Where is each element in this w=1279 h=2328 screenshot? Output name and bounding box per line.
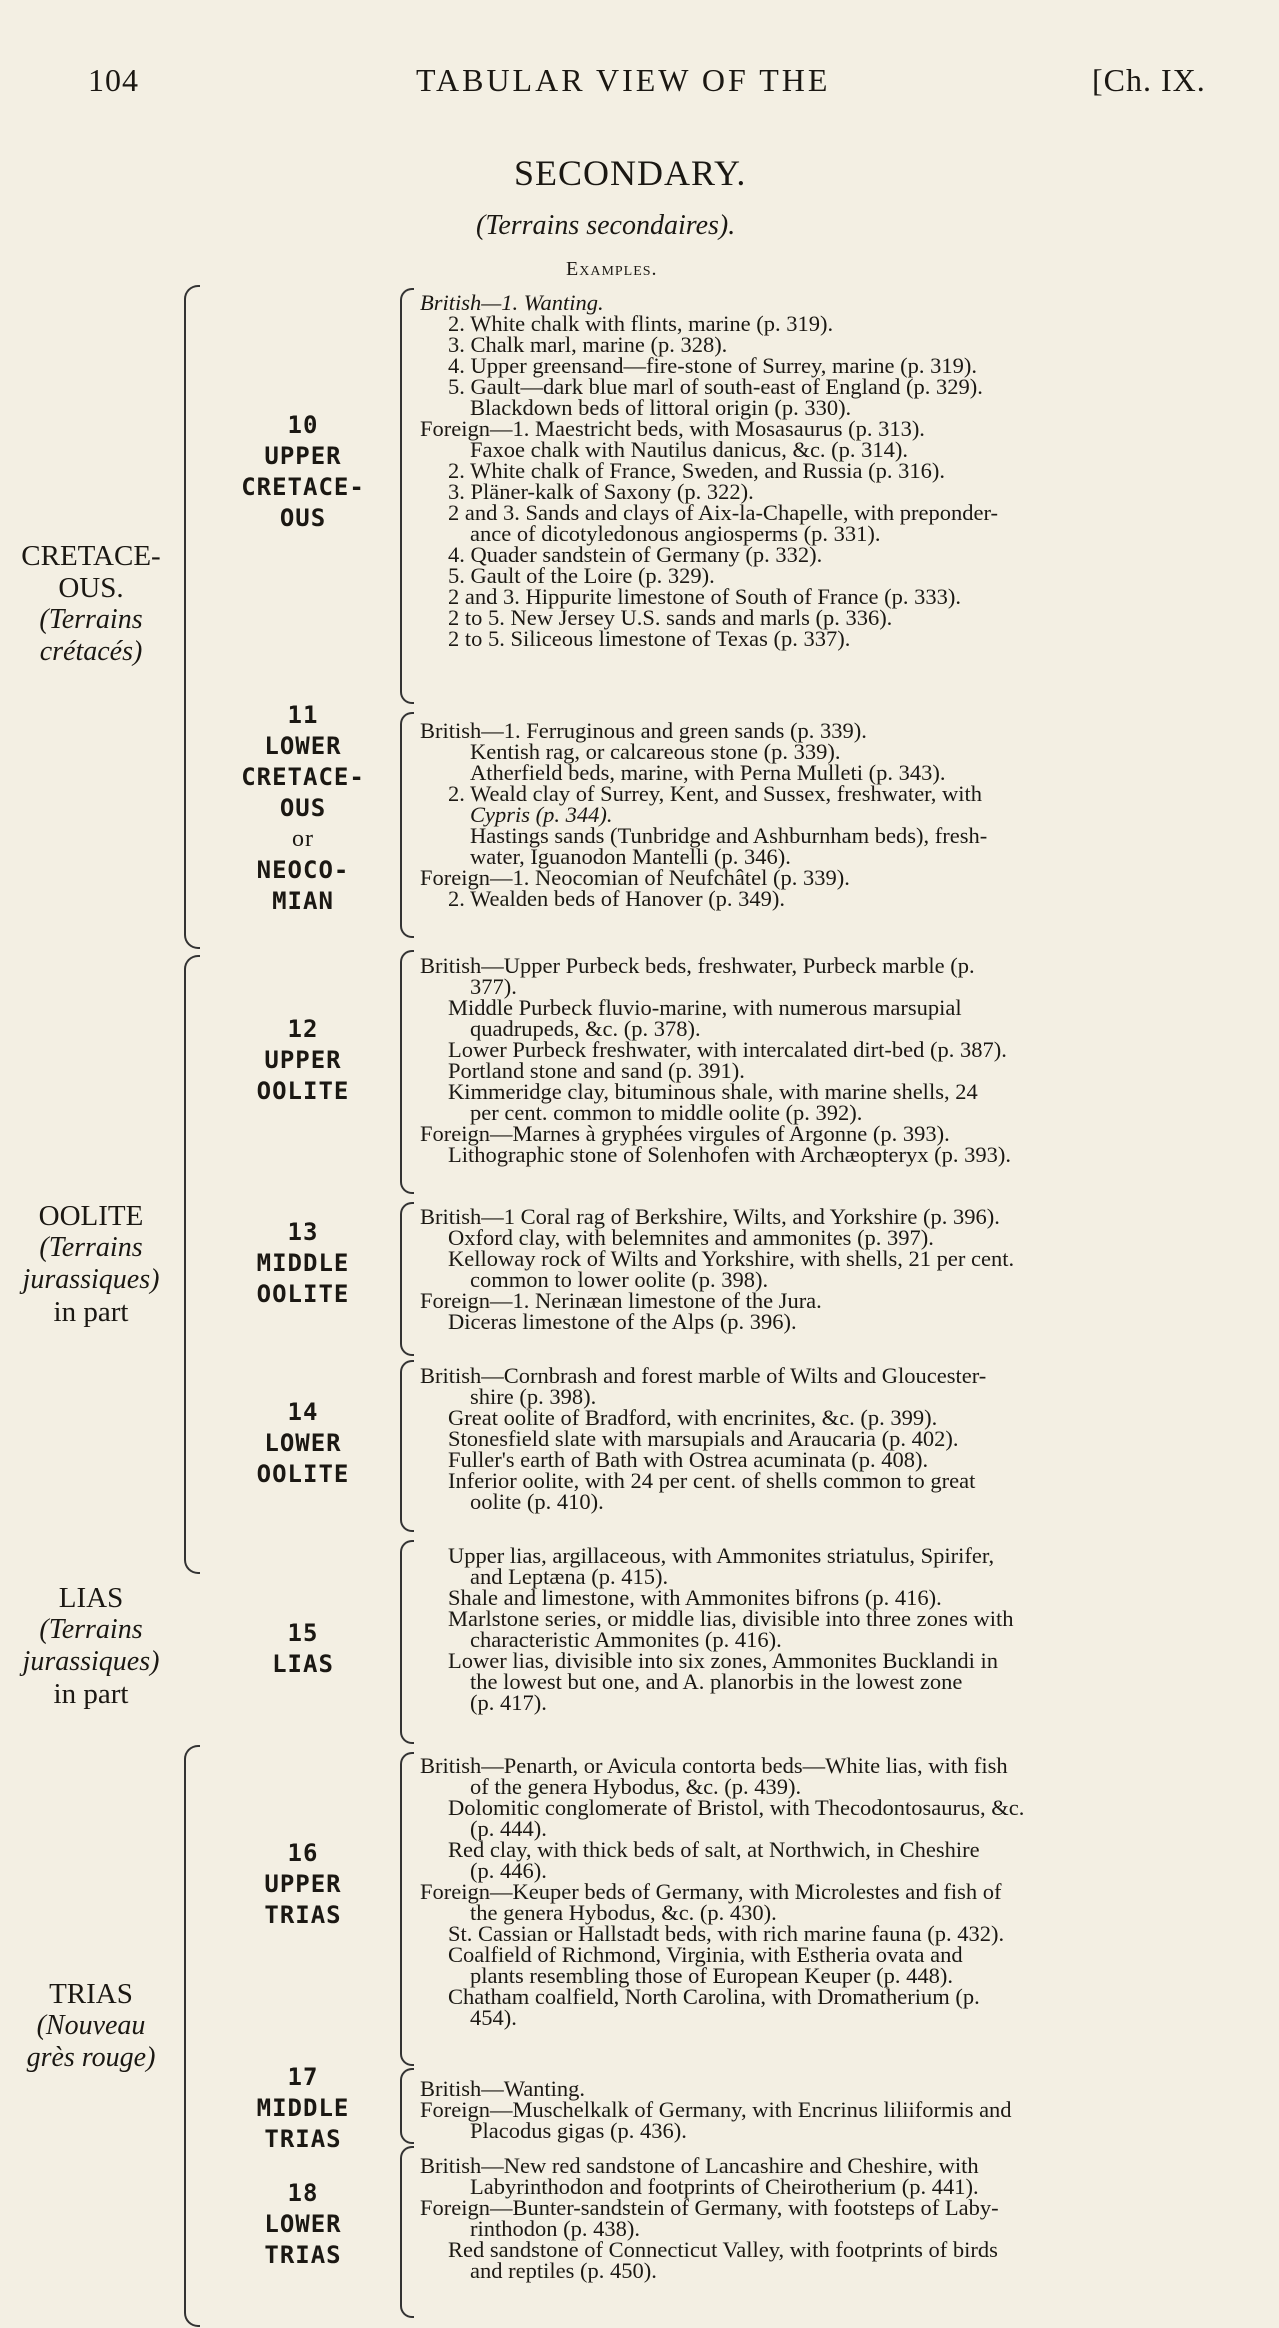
line: Kelloway rock of Wilts and Yorkshire, with shells, 21 per cent. xyxy=(448,1246,1015,1271)
line: quadrupeds, &c. (p. 378). xyxy=(470,1016,701,1041)
line: 4. Quader sandstein of Germany (p. 332). xyxy=(448,542,823,567)
line: per cent. common to middle oolite (p. 392). xyxy=(470,1100,863,1125)
line: and Leptæna (p. 415). xyxy=(470,1564,669,1589)
line: Placodus gigas (p. 436). xyxy=(470,2118,687,2143)
group-17: 17 MIDDLE TRIAS xyxy=(256,2063,350,2153)
examples-16 xyxy=(420,1755,1230,2028)
system-cretaceous: CRETACE- OUS. (Terrains crétacés) xyxy=(21,540,161,667)
line: rinthodon (p. 438). xyxy=(470,2216,640,2241)
group-brace xyxy=(400,1540,414,1744)
line: 5. Gault—dark blue marl of south-east of England (p. 329). xyxy=(448,374,983,399)
line: British—1 Coral rag of Berkshire, Wilts, and Yorkshire (p. 396). xyxy=(420,1204,1000,1229)
group-brace xyxy=(400,1752,414,2066)
group-12: 12 UPPER OOLITE xyxy=(256,1015,350,1105)
examples-13 xyxy=(420,1206,1230,1332)
line: Blackdown beds of littoral origin (p. 330). xyxy=(470,395,852,420)
line: Chatham coalfield, North Carolina, with Dromatherium (p. xyxy=(448,1984,980,2009)
line: Dolomitic conglomerate of Bristol, with Thecodontosaurus, &c. xyxy=(448,1795,1025,1820)
line: 4. Upper greensand—fire-stone of Surrey, marine (p. 319). xyxy=(448,353,977,378)
line: Upper lias, argillaceous, with Ammonites striatulus, Spirifer, xyxy=(448,1543,995,1568)
line: 3. Pläner-kalk of Saxony (p. 322). xyxy=(448,479,754,504)
line: 2. Wealden beds of Hanover (p. 349). xyxy=(448,886,786,911)
line: Foreign—Keuper beds of Germany, with Microlestes and fish of xyxy=(420,1879,1002,1904)
page-number: 104 xyxy=(88,62,139,98)
line: characteristic Ammonites (p. 416). xyxy=(470,1627,782,1652)
running-title: TABULAR VIEW OF THE xyxy=(416,62,831,98)
line: Atherfield beds, marine, with Perna Mulleti (p. 343). xyxy=(470,760,946,785)
line: Red clay, with thick beds of salt, at Northwich, in Cheshire xyxy=(448,1837,980,1862)
line: Hastings sands (Tunbridge and Ashburnham beds), fresh- xyxy=(470,823,988,848)
line: the lowest but one, and A. planorbis in the lowest zone xyxy=(470,1669,963,1694)
line: and reptiles (p. 450). xyxy=(470,2258,657,2283)
line: plants resembling those of European Keuper (p. 448). xyxy=(470,1963,953,1988)
section-title: SECONDARY. xyxy=(514,153,747,193)
line: Red sandstone of Connecticut Valley, with footprints of birds xyxy=(448,2237,998,2262)
group-brace xyxy=(400,1360,414,1532)
line: British—Upper Purbeck beds, freshwater, Purbeck marble (p. xyxy=(420,953,975,978)
line: St. Cassian or Hallstadt beds, with rich marine fauna (p. 432). xyxy=(448,1921,1005,1946)
group-brace xyxy=(400,2068,414,2144)
group-11: 11 LOWER CRETACE- OUS or NEOCO- MIAN xyxy=(241,701,365,915)
line: 454). xyxy=(470,2005,517,2030)
group-brace xyxy=(400,1202,414,1356)
system-lias: LIAS (Terrains jurassiques) in part xyxy=(22,1582,160,1710)
line: Kentish rag, or calcareous stone (p. 339). xyxy=(470,739,841,764)
line: 2. Weald clay of Surrey, Kent, and Sussex, freshwater, with xyxy=(448,781,983,806)
line: Foreign—1. Nerinæan limestone of the Jura. xyxy=(420,1288,822,1313)
line: 2 and 3. Sands and clays of Aix-la-Chapelle, with preponder- xyxy=(448,500,999,525)
line: Inferior oolite, with 24 per cent. of shells common to great xyxy=(448,1468,976,1493)
line: British—Penarth, or Avicula contorta beds—White lias, with fish xyxy=(420,1753,1008,1778)
examples-17 xyxy=(420,2078,1230,2141)
group-brace xyxy=(400,712,414,938)
examples-heading: Examples. xyxy=(566,258,658,280)
line: 2 to 5. New Jersey U.S. sands and marls (p. 336). xyxy=(448,605,893,630)
examples-18 xyxy=(420,2155,1230,2281)
line: 5. Gault of the Loire (p. 329). xyxy=(448,563,715,588)
line: Foreign—1. Maestricht beds, with Mosasaurus (p. 313). xyxy=(420,416,925,441)
line: 2. White chalk with flints, marine (p. 319). xyxy=(448,311,834,336)
line: ance of dicotyledonous angiosperms (p. 331). xyxy=(470,521,881,546)
group-brace xyxy=(400,2146,414,2318)
line: (p. 446). xyxy=(470,1858,547,1883)
line: Portland stone and sand (p. 391). xyxy=(448,1058,745,1083)
line: shire (p. 398). xyxy=(470,1384,597,1409)
system-trias: TRIAS (Nouveau grès rouge) xyxy=(26,1978,156,2073)
examples-11 xyxy=(420,720,1230,909)
line: Shale and limestone, with Ammonites bifrons (p. 416). xyxy=(448,1585,942,1610)
group-14: 14 LOWER OOLITE xyxy=(256,1398,350,1488)
line: British—1. Wanting. xyxy=(420,290,604,315)
chapter-label: [Ch. IX. xyxy=(1092,62,1206,98)
group-18: 18 LOWER TRIAS xyxy=(264,2179,342,2269)
line: Kimmeridge clay, bituminous shale, with marine shells, 24 xyxy=(448,1079,978,1104)
line: (p. 444). xyxy=(470,1816,547,1841)
line: Lithographic stone of Solenhofen with Archæopteryx (p. 393). xyxy=(448,1142,1012,1167)
examples-14 xyxy=(420,1365,1230,1512)
line: 2 and 3. Hippurite limestone of South of France (p. 333). xyxy=(448,584,962,609)
line: Diceras limestone of the Alps (p. 396). xyxy=(448,1309,797,1334)
group-brace xyxy=(400,288,414,704)
line: water, Iguanodon Mantelli (p. 346). xyxy=(470,844,791,869)
line: Lower lias, divisible into six zones, Ammonites Bucklandi in xyxy=(448,1648,998,1673)
line: British—Wanting. xyxy=(420,2076,586,2101)
line: Middle Purbeck fluvio-marine, with numerous marsupial xyxy=(448,995,962,1020)
line: (p. 417). xyxy=(470,1690,547,1715)
line: Great oolite of Bradford, with encrinites, &c. (p. 399). xyxy=(448,1405,938,1430)
line: Foreign—1. Neocomian of Neufchâtel (p. 339). xyxy=(420,865,850,890)
examples-15 xyxy=(420,1545,1230,1713)
group-16: 16 UPPER TRIAS xyxy=(264,1839,342,1929)
line: of the genera Hybodus, &c. (p. 439). xyxy=(470,1774,802,1799)
examples-12 xyxy=(420,955,1230,1165)
line: Labyrinthodon and footprints of Cheirotherium (p. 441). xyxy=(470,2174,979,2199)
line: Cypris (p. 344). xyxy=(470,802,613,827)
line: Foreign—Marnes à gryphées virgules of Argonne (p. 393). xyxy=(420,1121,950,1146)
line: 2 to 5. Siliceous limestone of Texas (p. 337). xyxy=(448,626,851,651)
line: the genera Hybodus, &c. (p. 430). xyxy=(470,1900,777,1925)
line: 2. White chalk of France, Sweden, and Russia (p. 316). xyxy=(448,458,945,483)
line: Fuller's earth of Bath with Ostrea acuminata (p. 408). xyxy=(448,1447,929,1472)
line: 3. Chalk marl, marine (p. 328). xyxy=(448,332,728,357)
line: oolite (p. 410). xyxy=(470,1489,604,1514)
line: Oxford clay, with belemnites and ammonites (p. 397). xyxy=(448,1225,934,1250)
line: Faxoe chalk with Nautilus danicus, &c. (p. 314). xyxy=(470,437,909,462)
line: British—Cornbrash and forest marble of Wilts and Gloucester- xyxy=(420,1363,987,1388)
line: Foreign—Muschelkalk of Germany, with Encrinus liliiformis and xyxy=(420,2097,1012,2122)
section-subtitle: (Terrains secondaires). xyxy=(476,210,736,241)
line: Foreign—Bunter-sandstein of Germany, with footsteps of Laby- xyxy=(420,2195,999,2220)
group-10: 10 UPPER CRETACE- OUS xyxy=(241,411,365,532)
line: British—New red sandstone of Lancashire and Cheshire, with xyxy=(420,2153,979,2178)
line: Marlstone series, or middle lias, divisible into three zones with xyxy=(448,1606,1014,1631)
line: British—1. Ferruginous and green sands (p. 339). xyxy=(420,718,867,743)
line: Lower Purbeck freshwater, with intercalated dirt-bed (p. 387). xyxy=(448,1037,1007,1062)
line: Stonesfield slate with marsupials and Araucaria (p. 402). xyxy=(448,1426,959,1451)
system-oolite: OOLITE (Terrains jurassiques) in part xyxy=(22,1200,160,1328)
group-13: 13 MIDDLE OOLITE xyxy=(256,1218,350,1308)
examples-10 xyxy=(420,292,1230,649)
line: 377). xyxy=(470,974,517,999)
group-brace xyxy=(400,950,414,1194)
line: Coalfield of Richmond, Virginia, with Estheria ovata and xyxy=(448,1942,963,1967)
line: common to lower oolite (p. 398). xyxy=(470,1267,769,1292)
group-15: 15 LIAS xyxy=(272,1619,334,1678)
